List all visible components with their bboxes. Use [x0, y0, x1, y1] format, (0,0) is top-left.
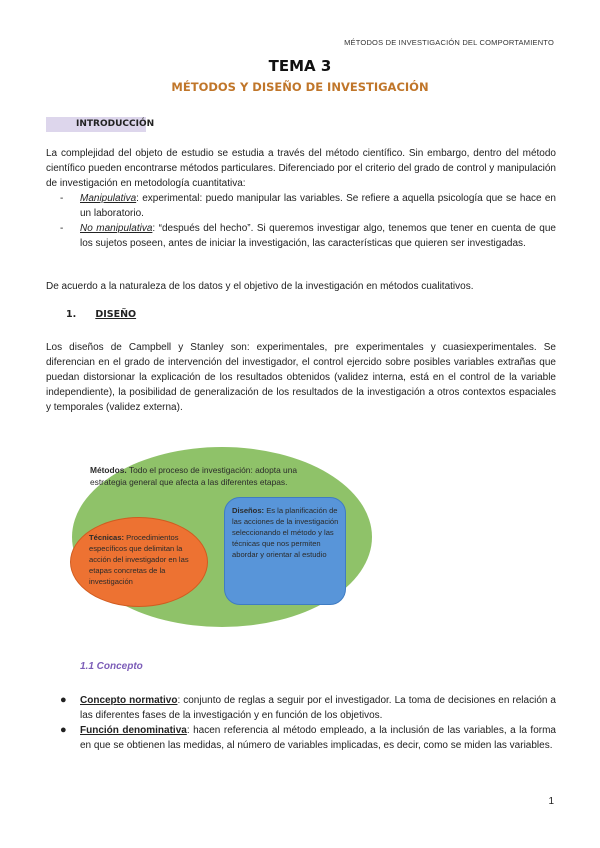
list-dash: - — [60, 193, 64, 204]
bullet-funcion-denominativa — [60, 723, 556, 753]
subsection-heading: 1.1 Concepto — [80, 661, 143, 672]
tecnicas-lead: Técnicas: — [89, 533, 125, 542]
disenos-label — [232, 505, 342, 560]
list-item-manipulativa — [60, 191, 556, 221]
page-subtitle: MÉTODOS Y DISEÑO DE INVESTIGACIÓN — [171, 80, 429, 94]
disenos-lead: Diseños: — [232, 506, 265, 515]
bullet-concepto-normativo — [60, 693, 556, 723]
intro-paragraph: La complejidad del objeto de estudio se estudia a través del método científico. Sin embargo, dentro del método científico pueden encontrarse métodos particulares. Diferenciado por el criterio del grado de control y manipulación de investigación en metodología cuantitativa: — [46, 148, 556, 189]
intro-heading: INTRODUCCIÓN — [46, 117, 146, 132]
concept-bullet-list — [60, 693, 556, 753]
definition-concepto-normativo: : conjunto de reglas a seguir por el investigador. La toma de decisiones en relación a las diferentes fases de la investigación y en función de los objetivos. — [80, 695, 556, 721]
section-heading-diseno — [46, 309, 136, 320]
page-number: 1 — [548, 796, 554, 807]
term-funcion-denominativa: Función denominativa — [80, 725, 187, 736]
bullet-dot-icon: ● — [60, 724, 67, 736]
section-label: DISEÑO — [95, 309, 137, 320]
list-item-no-manipulativa — [60, 221, 556, 251]
metodos-lead: Métodos. — [90, 465, 127, 475]
method-type-list — [60, 191, 556, 251]
metodos-label — [90, 465, 330, 488]
bullet-dot-icon: ● — [60, 694, 67, 706]
intro-closing: De acuerdo a la naturaleza de los datos y el objetivo de la investigación en métodos cualitativos. — [46, 281, 474, 292]
definition-no-manipulativa: : “después del hecho”. Si queremos investigar algo, tenemos que tener en cuenta de que los sujetos poseen, antes de iniciar la investigación, las características que quieren ser investigadas. — [80, 223, 556, 249]
tecnicas-label — [89, 532, 197, 587]
term-manipulativa: Manipulativa — [80, 193, 137, 204]
metodos-description: Todo el proceso de investigación: adopta una estrategia general que afecta a las diferentes etapas. — [90, 465, 298, 487]
term-concepto-normativo: Concepto normativo — [80, 695, 178, 706]
term-no-manipulativa: No manipulativa — [80, 223, 153, 234]
methods-diagram — [72, 447, 382, 627]
list-dash: - — [60, 223, 64, 234]
section-number: 1. — [66, 309, 77, 320]
definition-funcion-denominativa: : hacen referencia al método empleado, a la inclusión de las variables, a la forma en que se obtienen las medidas, al número de variables implicadas, es decir, como se miden las variables. — [80, 725, 556, 751]
running-header: MÉTODOS DE INVESTIGACIÓN DEL COMPORTAMIENTO — [344, 38, 554, 47]
diseno-paragraph: Los diseños de Campbell y Stanley son: experimentales, pre experimentales y cuasiexperimentales. Se diferencian en el grado de intervención del investigador, el control ejercido sobre posibles variables extrañas que puedan distorsionar la explicación de los resultados obtenidos (validez interna, está en el control de la variable independiente), la posibilidad de generalización de los resultados de la investigación a otros contextos espaciales y temporales (validez externa). — [46, 342, 556, 413]
disenos-description: Es la planificación de las acciones de la investigación seleccionando el método y las técnicas que nos permiten abordar y orientar al estudio — [232, 506, 339, 559]
definition-manipulativa: : experimental: puedo manipular las variables. Se refiere a aquella psicología que se hace en un laboratorio. — [80, 193, 556, 219]
tecnicas-description: Procedimientos específicos que delimitan la acción del investigador en las etapas concretas de la investigación — [89, 533, 189, 586]
page-title: TEMA 3 — [268, 57, 332, 75]
